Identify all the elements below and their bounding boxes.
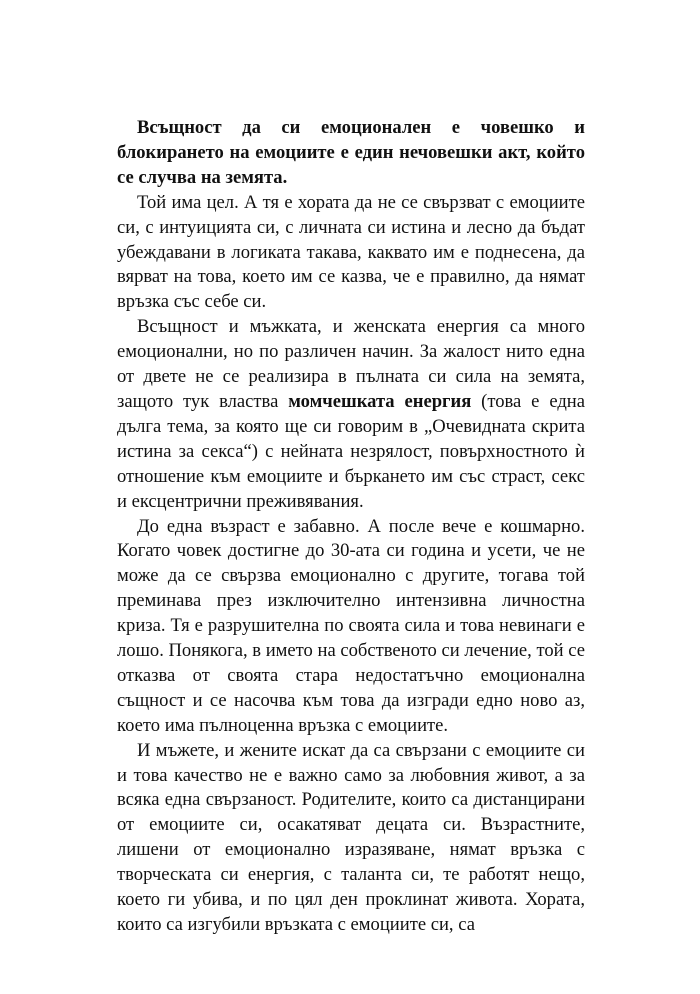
paragraph-purpose: Той има цел. А тя е хората да не се свързват с емоциите си, с интуицията си, с личната си истина и лесно да бъдат убеждавани в логиката такава, каквато им е поднесена, да вярват на това, което им се казва, че е правилно, да нямат връзка със себе си. xyxy=(117,191,585,313)
paragraph-energies xyxy=(117,315,585,514)
paragraph-connection: И мъжете, и жените искат да са свързани с емоциите си и това качество не е важно само за любовния живот, а за всяка една свързаност. Родителите, които са дистанцирани от емоциите си, осакатяват децата си. Възрастните, лишени от емоционално изразяване, нямат връзка с творческата си енергия, с таланта си, те работят нещо, което ги убива, и по цял ден проклинат живота. Хората, които са изгубили връзката с емоциите си, са xyxy=(117,739,585,935)
paragraph-energies-text-end: (това е една дълга тема, за която ще си говорим в „Очевидната скрита истина за секса“) с нейната незрялост, повърхностното ѝ отношение към емоциите и бъркането им със страст, секс и ексцентрични преживявания. xyxy=(117,390,585,512)
paragraph-energies-text-start: Всъщност и мъжката, и женската енергия са много емоционални, но по различен начин. За жалост нито една от двете не се реализира в пълната си сила на земята, защото тук властва xyxy=(117,316,585,412)
lead-paragraph: Всъщност да си емоционален е човешко и блокирането на емоциите е един нечовешки акт, който се случва на земята. xyxy=(117,117,585,188)
paragraph-crisis: До една възраст е забавно. А после вече е кошмарно. Когато човек достигне до 30-ата си година и усети, че не може да се свързва емоционално с другите, тогава той преминава през изключително интензивна личностна криза. Тя е разрушителна по своята сила и това невинаги е лошо. Понякога, в името на собственото си лечение, той се отказва от своята стара недостатъчно емоционална същност и се насочва към това да изгради едно ново аз, което има пълноценна връзка с емоциите. xyxy=(117,515,585,736)
page-text-block xyxy=(117,116,585,938)
boyish-energy-phrase: момчешката енергия xyxy=(288,390,472,412)
